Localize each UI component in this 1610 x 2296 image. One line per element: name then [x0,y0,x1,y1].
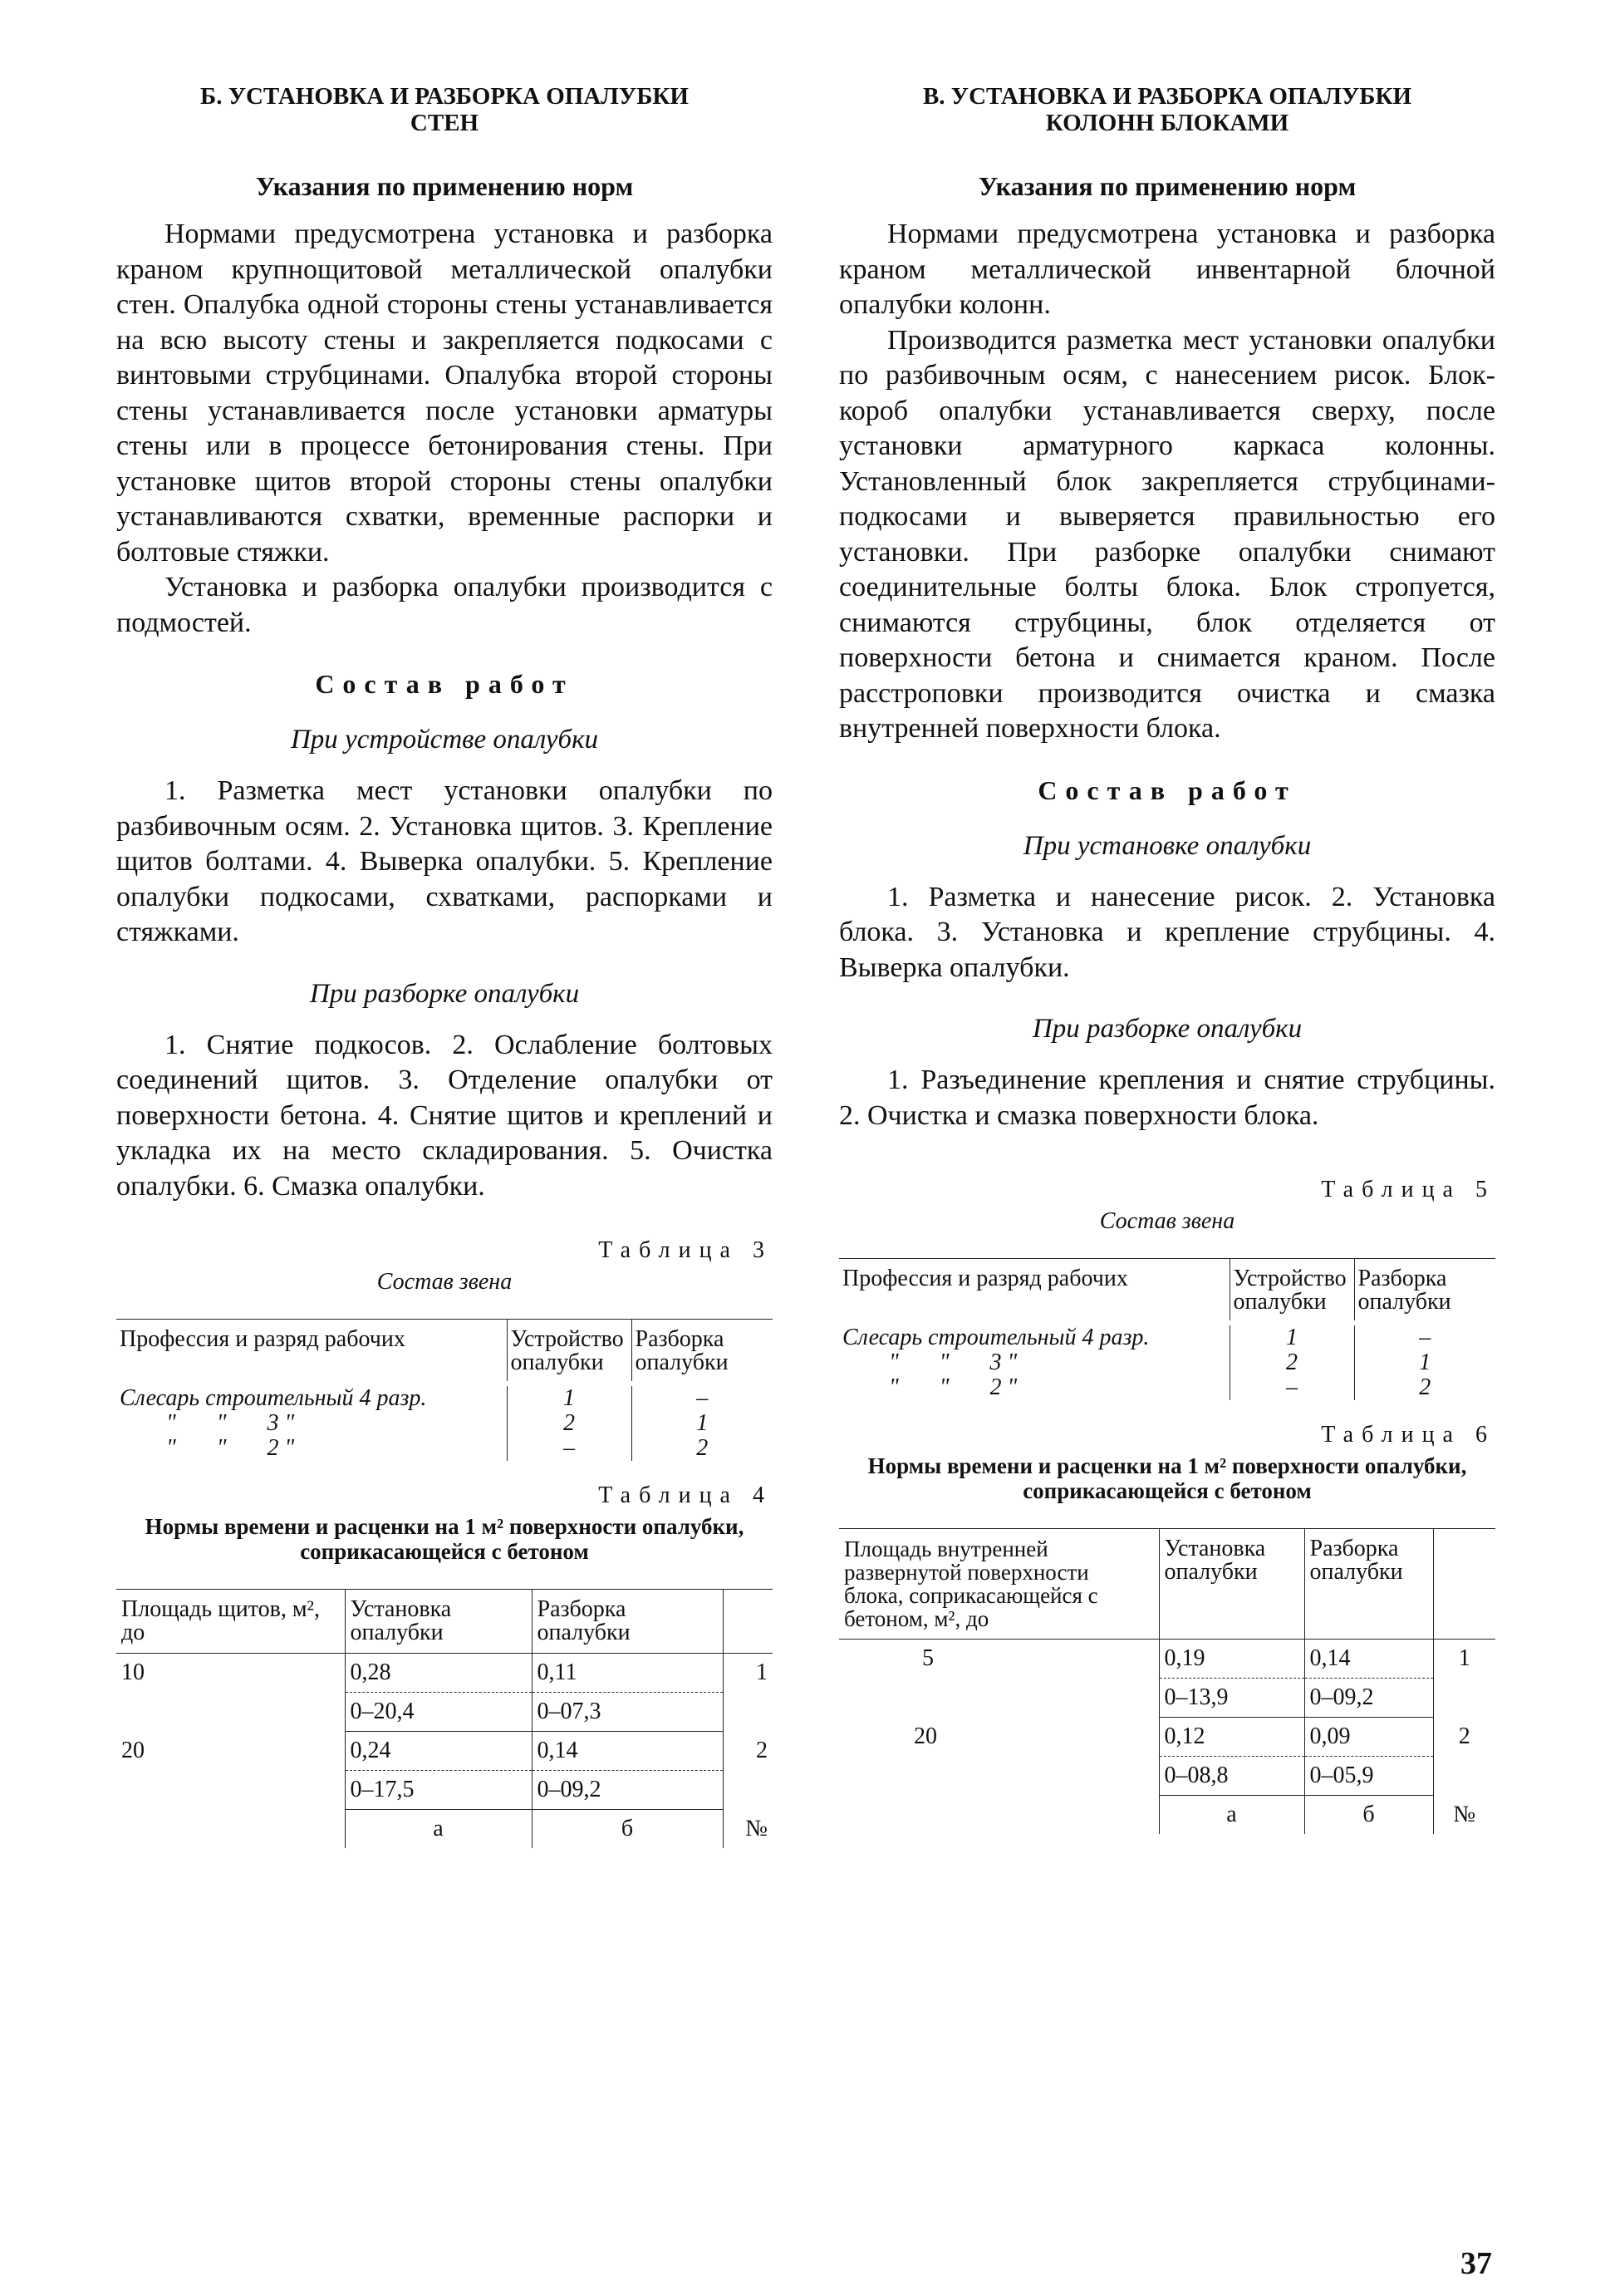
page-number: 37 [1460,2246,1492,2281]
install-norm-cell: 0,12 [1159,1718,1304,1757]
table-header: Разборка опалубки [631,1320,773,1384]
table-header: Устройство опалубки [507,1320,631,1384]
table-row [839,1718,1495,1757]
area-cell: 10 [121,1659,145,1685]
table-label: Таблица 3 [598,1237,773,1263]
table-caption: Состав звена [376,1269,513,1295]
table-header: Установка опалубки [345,1590,532,1654]
table-header [723,1590,773,1654]
install-norm-cell: 0,19 [1159,1640,1304,1679]
row-number-cell: 1 [723,1654,773,1732]
guidelines-heading: Указания по применению норм [978,171,1357,201]
table-row [116,1654,773,1693]
install-heading: При устройстве опалубки [290,725,599,755]
dismantle-rate-cell: 0–09,2 [532,1771,723,1810]
table-footer-cell: № [723,1810,773,1849]
dismantle-rate-cell: 0–07,3 [532,1693,723,1732]
dismantle-heading: При разборке опалубки [1032,1014,1303,1044]
dismantle-rate-cell: 0–09,2 [1304,1679,1433,1718]
dismantle-steps: 1. Снятие подкосов. 2. Ослабление болтовых соединений щитов. 3. Отделение опалубки от поверхности бетона. 4. Снятие щитов и креплений и укладка их на место складирования. 5. Очистка опалубки. 6. Смазка опалубки. [116,1029,773,1202]
dismantle-heading: При разборке опалубки [309,978,580,1009]
table-label: Таблица 5 [1321,1177,1495,1202]
crew-table-5 [839,1258,1495,1400]
table-cell: 2 [1354,1375,1495,1400]
table-cell: – [1354,1323,1495,1350]
table-caption: Состав звена [1099,1208,1235,1234]
paragraph: Нормами предусмотрена установка и разборка краном крупнощитовой металлической опалубки стен. Опалубка одной стороны стены устанавливается на всю высоту стены и закрепляется подкосами с винтовыми струбцинами. Опалубка второй стороны стены устанавливается после установки арматуры стены или в процессе бетонирования стены. При установке щитов второй стороны стены опалубки устанавливаются схватки, временные распорки и болтовые стяжки. [116,219,773,568]
install-rate-cell: 0–08,8 [1159,1757,1304,1796]
table-cell: " " 2 " [889,1374,1018,1400]
install-norm-cell: 0,28 [345,1654,532,1693]
table-caption: Нормы времени и расценки на 1 м² поверхности опалубки, соприкасающейся с бетоном [145,1514,744,1564]
row-number-cell: 1 [1433,1640,1495,1718]
paragraph: Установка и разборка опалубки производится с подмостей. [116,572,773,638]
table-header: Профессия и разряд рабочих [120,1326,405,1352]
table-row [839,1375,1495,1400]
section-title-columns: В. УСТАНОВКА И РАЗБОРКА ОПАЛУБКИ КОЛОНН БЛОКАМИ [922,83,1412,136]
table-footer-cell: № [1433,1796,1495,1835]
area-cell: 20 [914,1723,937,1749]
norms-table-4 [116,1589,773,1848]
table-label: Таблица 6 [1321,1422,1495,1448]
table-footer-cell: б [532,1810,723,1849]
table-footer-row [116,1810,773,1849]
table-cell: " " 2 " [166,1435,295,1461]
dismantle-norm-cell: 0,14 [532,1732,723,1771]
table-header: Профессия и разряд рабочих [842,1266,1128,1291]
dismantle-norm-cell: 0,09 [1304,1718,1433,1757]
section-title-walls: Б. УСТАНОВКА И РАЗБОРКА ОПАЛУБКИ СТЕН [200,83,689,136]
install-steps: 1. Разметка и нанесение рисок. 2. Установка блока. 3. Установка и крепление струбцины. 4. Выверка опалубки. [839,881,1495,983]
table-cell: 2 [1230,1350,1354,1375]
table-cell: – [631,1384,773,1411]
table-cell: – [507,1436,631,1461]
table-header: Разборка опалубки [532,1590,723,1654]
table-cell: " " 3 " [889,1350,1018,1375]
paragraph: Производится разметка мест установки опалубки по разбивочным осям, с нанесением рисок. Блок-короб опалубки устанавливается сверху, после установки арматурного каркаса колонны. Установленный блок закрепляется струбцинами-подкосами и выверяется правильностью его установки. При разборке опалубки снимают соединительные болты блока. Блок стропуется, снимаются струбцины, блок отделяется от поверхности бетона и снимается краном. После расстроповки производится очистка и смазка внутренней поверхности блока. [839,324,1495,744]
left-column [116,83,773,1848]
table-header: Разборка опалубки [1354,1259,1495,1324]
table-header: Установка опалубки [1159,1529,1304,1640]
dismantle-norm-cell: 0,14 [1304,1640,1433,1679]
table-row [839,1640,1495,1679]
table-header: Устройство опалубки [1230,1259,1354,1324]
row-number-cell: 2 [1433,1718,1495,1796]
table-footer-row [839,1796,1495,1835]
dismantle-rate-cell: 0–05,9 [1304,1757,1433,1796]
install-rate-cell: 0–13,9 [1159,1679,1304,1718]
table-label: Таблица 4 [598,1482,773,1508]
install-rate-cell: 0–17,5 [345,1771,532,1810]
install-norm-cell: 0,24 [345,1732,532,1771]
table-caption: Нормы времени и расценки на 1 м² поверхности опалубки, соприкасающейся с бетоном [867,1453,1467,1503]
norms-table-6 [839,1528,1495,1834]
table-row [116,1732,773,1771]
table-footer-cell: б [1304,1796,1433,1835]
work-heading: Состав работ [315,669,574,699]
row-number-cell: 2 [723,1732,773,1810]
table-row [116,1411,773,1436]
table-cell: 2 [507,1411,631,1436]
table-cell: 2 [631,1436,773,1461]
table-cell: 1 [1230,1323,1354,1350]
guidelines-heading: Указания по применению норм [255,171,634,201]
table-cell: Слесарь строительный 4 разр. [842,1325,1150,1350]
table-header: Площадь внутренней развернутой поверхности блока, соприкасающейся с бетоном, м², до [844,1536,1098,1631]
area-cell: 20 [121,1737,145,1763]
table-row [839,1350,1495,1375]
work-heading: Состав работ [1038,774,1297,805]
table-footer-cell: а [345,1810,532,1849]
table-footer-cell: а [1159,1796,1304,1835]
table-row [839,1323,1495,1350]
install-heading: При установке опалубки [1023,830,1312,861]
install-rate-cell: 0–20,4 [345,1693,532,1732]
table-header: Площадь щитов, м², до [121,1596,320,1645]
table-cell: Слесарь строительный 4 разр. [120,1385,427,1411]
install-steps: 1. Разметка мест установки опалубки по разбивочным осям. 2. Установка щитов. 3. Крепление щитов болтами. 4. Выверка опалубки. 5. Крепление опалубки подкосами, схватками, распорками и стяжками. [116,775,773,947]
table-header: Разборка опалубки [1304,1529,1433,1640]
table-cell: – [1230,1375,1354,1400]
dismantle-norm-cell: 0,11 [532,1654,723,1693]
table-row [116,1436,773,1461]
table-cell: 1 [1354,1350,1495,1375]
table-footer-cell [839,1796,1159,1835]
table-footer-cell [116,1810,345,1849]
right-column [839,83,1495,1834]
area-cell: 5 [922,1645,934,1671]
table-cell: " " 3 " [166,1410,295,1436]
table-cell: 1 [631,1411,773,1436]
table-row [116,1384,773,1411]
table-cell: 1 [507,1384,631,1411]
dismantle-steps: 1. Разъединение крепления и снятие струбцины. 2. Очистка и смазка поверхности блока. [839,1064,1495,1131]
crew-table-3 [116,1319,773,1461]
paragraph: Нормами предусмотрена установка и разборка краном металлической инвентарной блочной опалубки колонн. [839,219,1495,320]
table-header [1433,1529,1495,1640]
